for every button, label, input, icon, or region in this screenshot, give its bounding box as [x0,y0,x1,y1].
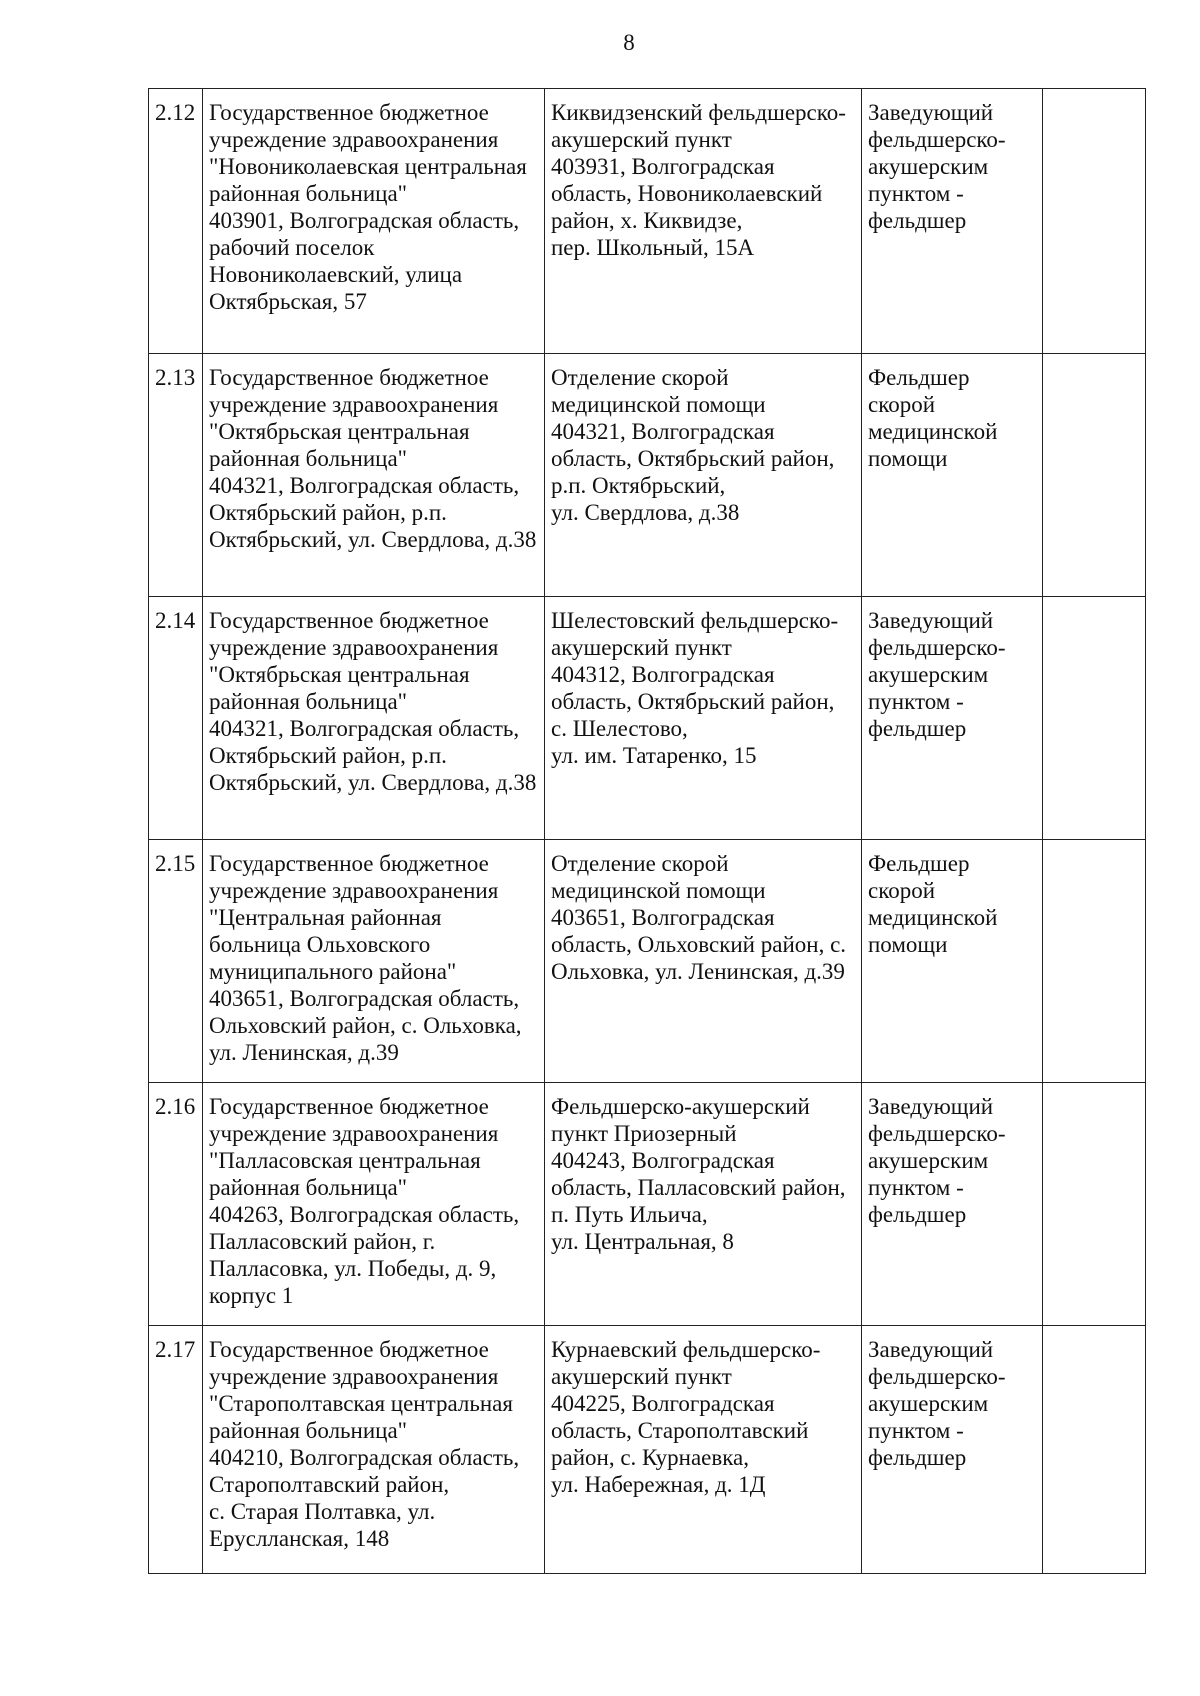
facilities-table [148,88,1146,1574]
row-number: 2.13 [149,354,203,597]
table-row [149,89,1146,354]
row-number: 2.17 [149,1326,203,1574]
table-row [149,354,1146,597]
extra-cell [1043,1083,1146,1326]
row-number: 2.12 [149,89,203,354]
institution-cell: Государственное бюджетное учреждение здравоохранения "Старополтавская центральная районная больница" 404210, Волгоградская область, Старополтавский район, с. Старая Полтавка, ул. Еруслланская, 148 [203,1326,545,1574]
institution-cell: Государственное бюджетное учреждение здравоохранения "Октябрьская центральная районная больница" 404321, Волгоградская область, Октябрьский район, р.п. Октябрьский, ул. Свердлова, д.38 [203,354,545,597]
position-cell: Фельдшер скорой медицинской помощи [862,840,1043,1083]
unit-cell: Отделение скорой медицинской помощи 404321, Волгоградская область, Октябрьский район, р.п. Октябрьский, ул. Свердлова, д.38 [545,354,862,597]
institution-cell: Государственное бюджетное учреждение здравоохранения "Палласовская центральная районная больница" 404263, Волгоградская область, Палласовский район, г. Палласовка, ул. Победы, д. 9, корпус 1 [203,1083,545,1326]
extra-cell [1043,1326,1146,1574]
position-cell: Заведующий фельдшерско-акушерским пунктом - фельдшер [862,597,1043,840]
page-number: 8 [623,30,635,55]
unit-cell: Шелестовский фельдшерско-акушерский пункт 404312, Волгоградская область, Октябрьский район, с. Шелестово, ул. им. Татаренко, 15 [545,597,862,840]
extra-cell [1043,89,1146,354]
institution-cell: Государственное бюджетное учреждение здравоохранения "Октябрьская центральная районная больница" 404321, Волгоградская область, Октябрьский район, р.п. Октябрьский, ул. Свердлова, д.38 [203,597,545,840]
table-row [149,1326,1146,1574]
row-number: 2.15 [149,840,203,1083]
table-row [149,597,1146,840]
unit-cell: Курнаевский фельдшерско-акушерский пункт 404225, Волгоградская область, Старополтавский район, с. Курнаевка, ул. Набережная, д. 1Д [545,1326,862,1574]
position-cell: Фельдшер скорой медицинской помощи [862,354,1043,597]
position-cell: Заведующий фельдшерско-акушерским пунктом - фельдшер [862,1326,1043,1574]
extra-cell [1043,354,1146,597]
institution-cell: Государственное бюджетное учреждение здравоохранения "Центральная районная больница Ольховского муниципального района" 403651, Волгоградская область, Ольховский район, с. Ольховка, ул. Ленинская, д.39 [203,840,545,1083]
row-number: 2.14 [149,597,203,840]
unit-cell: Фельдшерско-акушерский пункт Приозерный 404243, Волгоградская область, Палласовский район, п. Путь Ильича, ул. Центральная, 8 [545,1083,862,1326]
extra-cell [1043,840,1146,1083]
table-row [149,840,1146,1083]
row-number: 2.16 [149,1083,203,1326]
unit-cell: Киквидзенский фельдшерско-акушерский пункт 403931, Волгоградская область, Новониколаевский район, х. Киквидзе, пер. Школьный, 15А [545,89,862,354]
extra-cell [1043,597,1146,840]
table-row [149,1083,1146,1326]
institution-cell: Государственное бюджетное учреждение здравоохранения "Новониколаевская центральная районная больница" 403901, Волгоградская область, рабочий поселок Новониколаевский, улица Октябрьская, 57 [203,89,545,354]
position-cell: Заведующий фельдшерско-акушерским пунктом - фельдшер [862,89,1043,354]
unit-cell: Отделение скорой медицинской помощи 403651, Волгоградская область, Ольховский район, с. Ольховка, ул. Ленинская, д.39 [545,840,862,1083]
position-cell: Заведующий фельдшерско-акушерским пунктом - фельдшер [862,1083,1043,1326]
